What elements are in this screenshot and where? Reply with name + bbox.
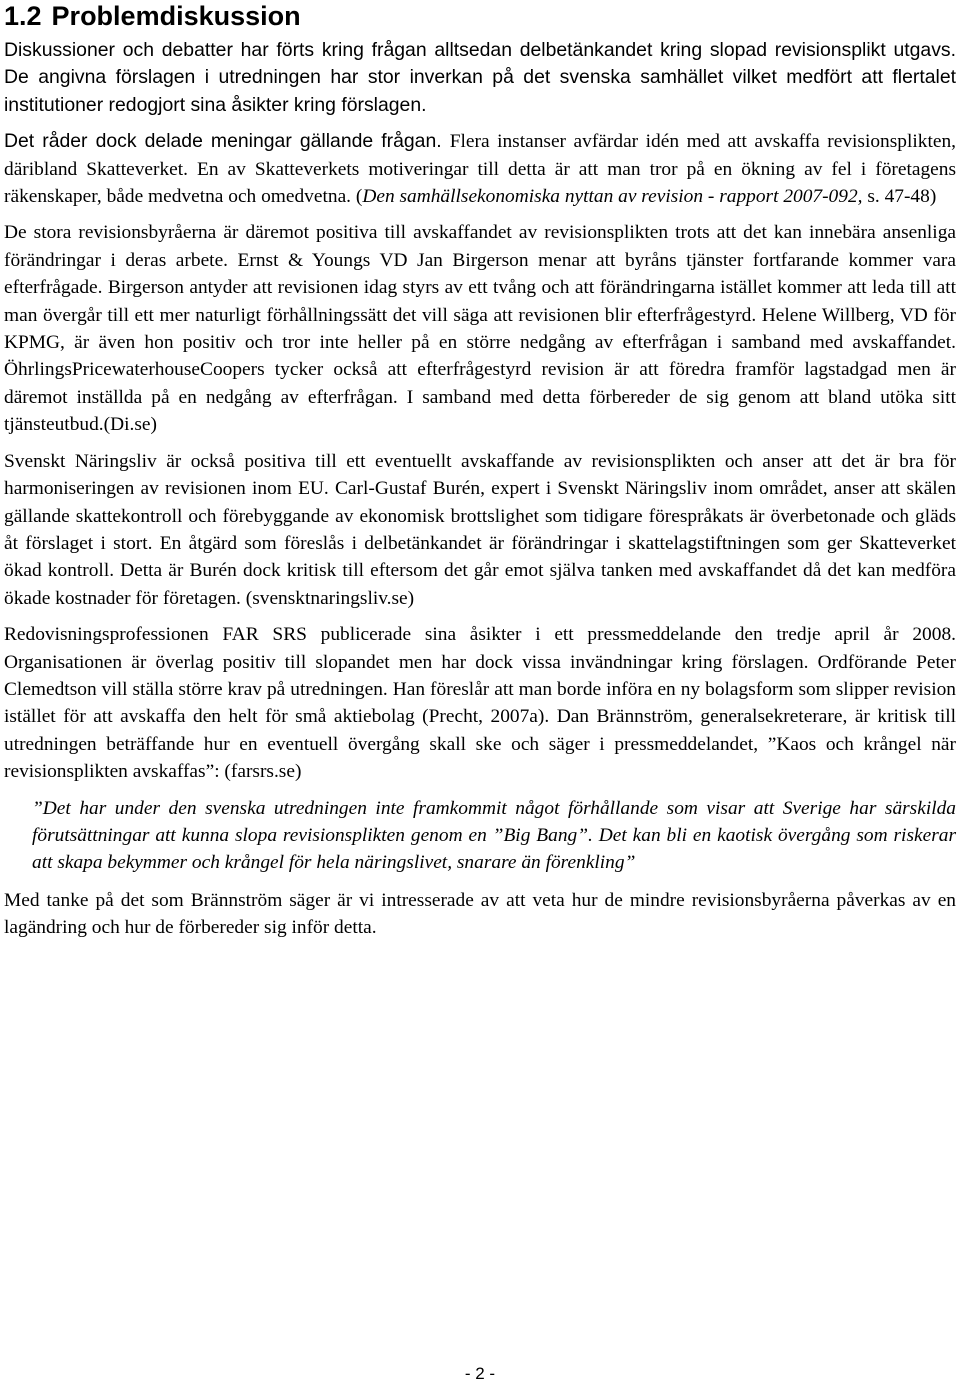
section-heading [4,0,956,31]
page-number: - 2 - [464,1364,496,1383]
block-quote: ”Det har under den svenska utredningen inte framkommit något förhållande som visar att Sverige har särskilda förutsättningar att kunna slopa revisionsplikten genom en ”Big Bang”. Det kan bli en kaotisk övergång som riskerar att skapa bekymmer och krångel för hela näringslivet, snarare än förenkling” [32,797,956,874]
paragraph-divided-opinions-lead: Det råder dock delade meningar gällande frågan. [4,130,450,153]
paragraph-big-firms: De stora revisionsbyråerna är däremot positiva till avskaffandet av revisionsplikten trots att det kan innebära ansenliga förändringar i deras arbete. Ernst & Youngs VD Jan Birgerson menar att byråns tjänster fortfarande kommer vara efterfrågade. Birgerson antyder att revisionen idag styrs av ett tvång och att förändringarna istället kommer att leda till att man övergår till ett mer naturligt förhållningssätt det vill säga att revisionen blir efterfrågestyrd. Helene Willberg, VD för KPMG, är även hon positiv och tror inte heller på en större nedgång av efterfrågan i samband med avskaffandet. ÖhrlingsPricewaterhouseCoopers tycker också att efterfrågestyrd revision är att föredra framför lagstadgad men är däremot inställda på en nedgång av efterfrågan. I samband med detta förbereder de sig genom att bland utöka sitt tjänsteutbud.(Di.se) [4,222,956,436]
paragraph-far-srs: Redovisningsprofessionen FAR SRS publicerade sina åsikter i ett pressmeddelande den tredje april år 2008. Organisationen är överlag positiv till slopandet men har dock vissa invändningar kring förslagen. Ordförande Peter Clemedtson vill ställa större krav på utredningen. Han föreslår att man borde införa en ny bolagsform som slipper revision istället för att avskaffa den helt för små aktiebolag (Precht, 2007a). Dan Brännström, generalsekreterare, är kritisk till utredningen beträffande hur en eventuell övergång skall ske och säger i pressmeddelandet, ”Kaos och krångel när revisionsplikten avskaffas”: (farsrs.se) [4,624,956,783]
paragraph-divided-opinions [4,128,956,210]
paragraph-intro: Diskussioner och debatter har förts kring frågan alltsedan delbetänkandet kring slopad revisionsplikt utgavs. De angivna förslagen i utredningen har stor inverkan på det svenska samhället vilket medfört att flertalet institutioner redogjort sina åsikter kring förslagen. [4,39,956,116]
paragraph-divided-opinions-body: Flera instanser avfärdar idén med att avskaffa revisionsplikten, däribland Skatteverket. En av Skatteverkets motiveringar till detta är att man tror på en ökning av fel i företagens räkenskaper, både medvetna och omedvetna. ( [4,131,956,208]
section-number: 1.2 [4,1,42,31]
paragraph-closing: Med tanke på det som Brännström säger är vi intresserade av att veta hur de mindre revisionsbyråerna påverkas av en lagändring och hur de förbereder sig inför detta. [4,889,956,939]
citation-pages: s. 47-48) [862,186,937,208]
document-page [4,0,956,1384]
citation-report-title: Den samhällsekonomiska nyttan av revision - rapport 2007-092, [362,186,863,208]
paragraph-svenskt-naringsliv: Svenskt Näringsliv är också positiva till ett eventuellt avskaffande av revisionsplikten och anser att det är bra för harmoniseringen av revisionen inom EU. Carl-Gustaf Burén, expert i Svenskt Näringsliv inom området, anser att skälen gällande skattekontroll och förebyggande av ekonomisk brottslighet som tidigare förespråkats är överbetonade och gläds åt förslaget i stort. En åtgärd som föreslås i delbetänkandet är förändringar i skattelagstiftningen som ger Skatteverket ökad kontroll. Detta är Burén dock kritisk till eftersom det går emot själva tanken med avskaffandet då det kan medföra ökade kostnader för företagen. (svensktnaringsliv.se) [4,450,956,609]
section-title: Problemdiskussion [51,1,301,31]
